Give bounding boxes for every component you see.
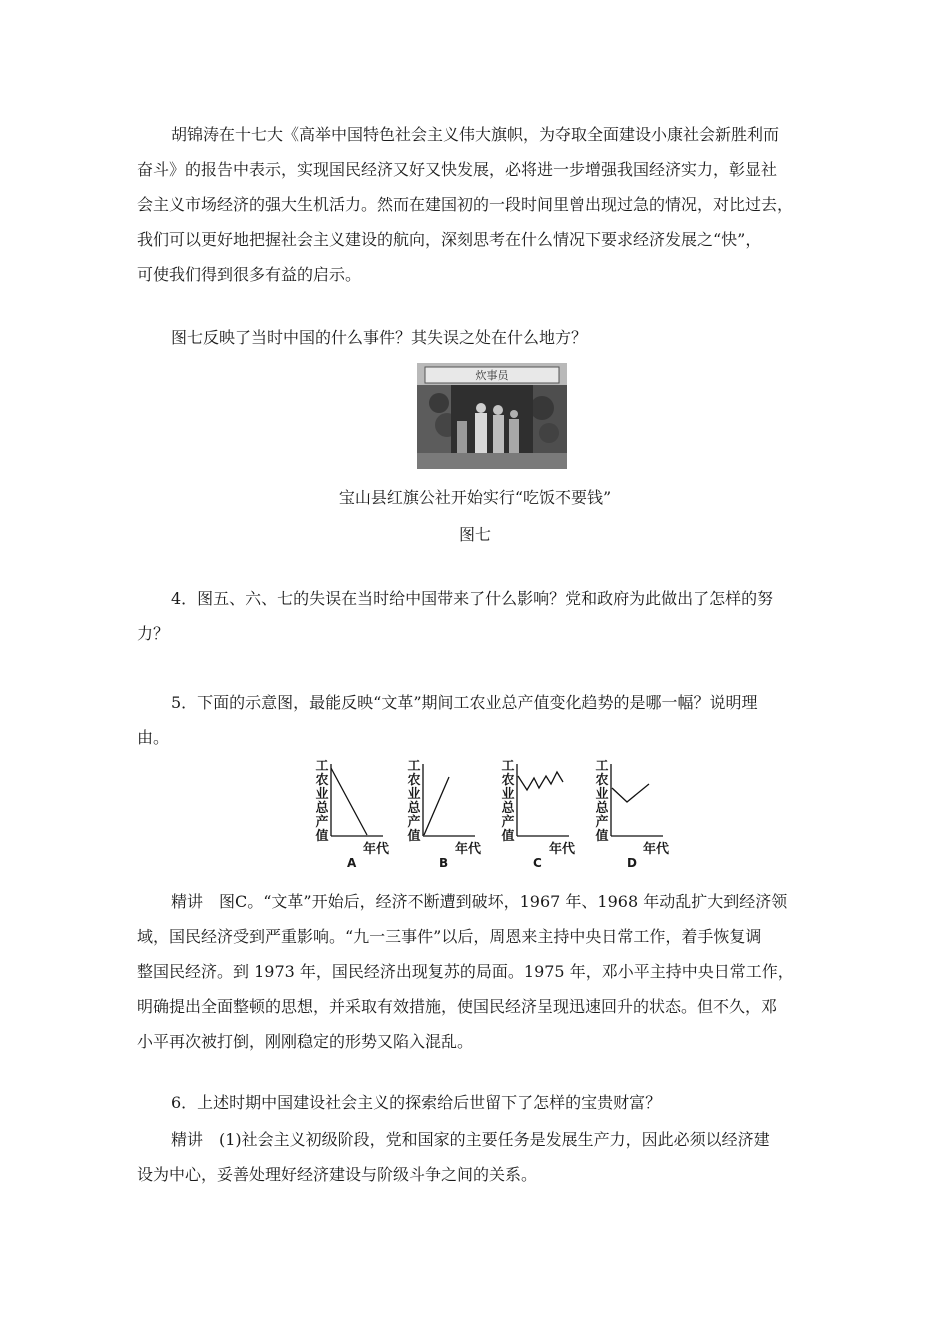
answer-5: [137, 884, 837, 1059]
question-5-line: 由。: [137, 728, 170, 747]
question-fig7-text: 图七反映了当时中国的什么事件？其失误之处在什么地方？: [171, 328, 588, 347]
intro-line: 会主义市场经济的强大生机活力。然而在建国初的一段时间里曾出现过急的情况，对比过去，: [137, 195, 794, 214]
graph-x-label: 年代: [363, 842, 390, 857]
intro-line: 胡锦涛在十七大《高举中国特色社会主义伟大旗帜，为夺取全面建设小康社会新胜利而: [171, 125, 780, 144]
photo-sign: 炊事员: [475, 369, 509, 382]
photo-caption: 宝山县红旗公社开始实行“吃饭不要钱”: [338, 488, 612, 507]
intro-line: 可使我们得到很多有益的启示。: [137, 265, 362, 284]
historical-photo: [417, 363, 567, 469]
question-4: [137, 581, 837, 651]
graph-b-line: [424, 777, 449, 835]
question-fig7: [137, 320, 837, 355]
graph-y-label: 工农业总产值: [407, 759, 421, 844]
question-4-line: 力？: [137, 624, 170, 643]
graph-x-label: 年代: [455, 842, 482, 857]
question-4-line: 4．图五、六、七的失误在当时给中国带来了什么影响？党和政府为此做出了怎样的努: [171, 589, 774, 608]
graph-y-label: 工农业总产值: [595, 759, 609, 844]
question-5: [137, 685, 837, 755]
intro-line: 我们可以更好地把握社会主义建设的航向，深刻思考在什么情况下要求经济发展之“快”，: [137, 230, 762, 249]
graph-y-label: 工农业总产值: [315, 759, 329, 844]
intro-paragraph: [137, 117, 837, 292]
question-6: [137, 1085, 837, 1120]
answer-6: [137, 1122, 837, 1192]
answer-5-line: 域，国民经济受到严重影响。“九一三事件”以后，周恩来主持中央日常工作，着手恢复调: [137, 927, 762, 946]
answer-5-line: 明确提出全面整顿的思想，并采取有效措施，使国民经济呈现迅速回升的状态。但不久，邓: [137, 997, 778, 1016]
figure-label: 图七: [458, 525, 491, 544]
graph-letter: B: [439, 856, 449, 870]
graph-letter: A: [347, 856, 357, 870]
graph-x-label: 年代: [549, 842, 576, 857]
graph-y-label: 工农业总产值: [501, 759, 515, 844]
answer-6-line: 设为中心，妥善处理好经济建设与阶级斗争之间的关系。: [137, 1165, 538, 1184]
answer-5-line: 精讲 图C。“文革”开始后，经济不断遭到破坏，1967 年、1968 年动乱扩大到经济领: [171, 892, 788, 911]
graph-d-line: [612, 784, 649, 802]
graph-letter: C: [533, 856, 542, 870]
photo-illustration: [417, 363, 567, 469]
answer-5-line: 小平再次被打倒，刚刚稳定的形势又陷入混乱。: [137, 1032, 474, 1051]
graph-a-line: [331, 768, 367, 835]
graph-c-line: [518, 772, 563, 790]
answer-6-line: 精讲 (1)社会主义初级阶段，党和国家的主要任务是发展生产力，因此必须以经济建: [171, 1130, 770, 1149]
question-6-text: 6．上述时期中国建设社会主义的探索给后世留下了怎样的宝贵财富？: [171, 1093, 662, 1112]
graph-d-plot: [595, 760, 705, 850]
graph-letter: D: [627, 856, 637, 870]
graph-d: [595, 760, 705, 870]
graph-x-label: 年代: [643, 842, 670, 857]
intro-line: 奋斗》的报告中表示，实现国民经济又好又快发展，必将进一步增强我国经济实力，彰显社: [137, 160, 778, 179]
question-5-line: 5．下面的示意图，最能反映“文革”期间工农业总产值变化趋势的是哪一幅？说明理: [171, 693, 758, 712]
answer-5-line: 整国民经济。到 1973 年，国民经济出现复苏的局面。1975 年，邓小平主持中央日常工作，: [137, 962, 794, 981]
